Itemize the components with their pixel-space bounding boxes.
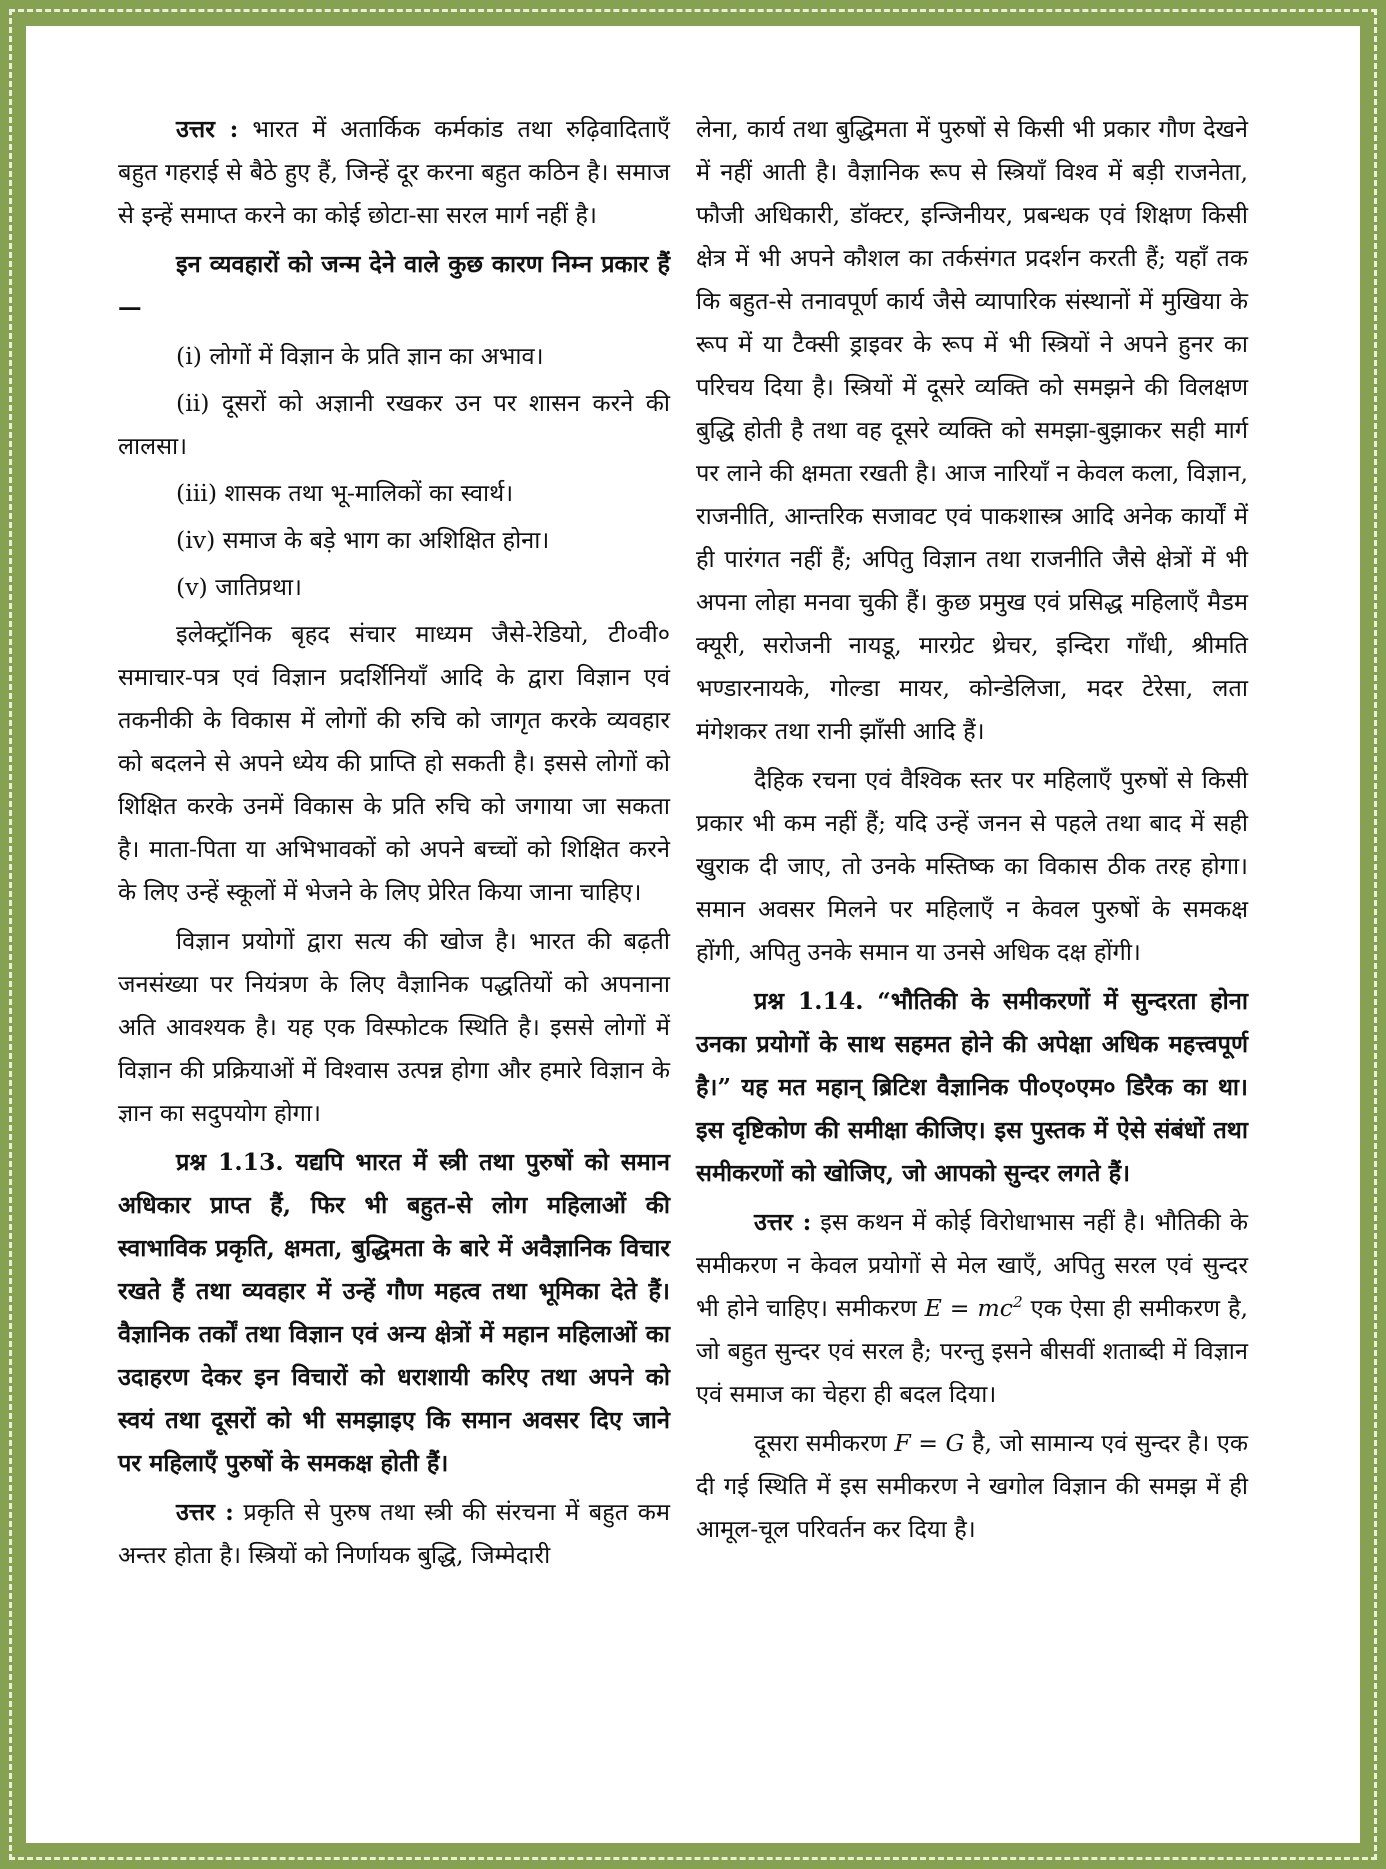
- answer-text: इस कथन में कोई विरोधाभास नहीं है। भौतिकी के समीकरण न केवल प्रयोगों से मेल खाएँ, अपितु सरल एवं सुन्दर भी होने चाहिए। समीकरण: [696, 1208, 1248, 1322]
- equation-text: E = mc: [924, 1294, 1013, 1322]
- question-1-14: प्रश्न 1.14. “भौतिकी के समीकरणों में सुन्दरता होना उनका प्रयोगों के साथ सहमत होने की अपेक्षा अधिक महत्त्वपूर्ण है।” यह मत महान् ब्रिटिश वैज्ञानिक पी०ए०एम० डिरैक का था। इस दृष्टिकोण की समीक्षा कीजिए। इस पुस्तक में ऐसे संबंधों तथा समीकरणों को खोजिए, जो आपको सुन्दर लगते हैं।: [696, 987, 1248, 1187]
- equation-emc2: [925, 1294, 1023, 1322]
- answer-1-14: [696, 1201, 1248, 1416]
- list-item: (ii) दूसरों को अज्ञानी रखकर उन पर शासन करने की लालसा।: [118, 389, 670, 460]
- answer-1-13: [118, 1491, 670, 1577]
- paragraph-women-abilities: लेना, कार्य तथा बुद्धिमता में पुरुषों से किसी भी प्रकार गौण देखने में नहीं आती है। वैज्ञानिक रूप से स्त्रियाँ विश्व में बड़ी राजनेता, फौजी अधिकारी, डॉक्टर, इन्जिनीयर, प्रबन्धक एवं शिक्षण किसी क्षेत्र में भी अपने कौशल का तर्कसंगत प्रदर्शन करती हैं; यहाँ तक कि बहुत-से तनावपूर्ण कार्य जैसे व्यापारिक संस्थानों में मुखिया के रूप में या टैक्सी ड्राइवर के रूप में भी स्त्रियों ने अपने हुनर का परिचय दिया है। स्त्रियों में दूसरे व्यक्ति को समझने की विलक्षण बुद्धि होती है तथा वह दूसरे व्यक्ति को समझा-बुझाकर सही मार्ग पर लाने की क्षमता रखती है। आज नारियाँ न केवल कला, विज्ञान, राजनीति, आन्तरिक सजावट एवं पाकशास्त्र आदि अनेक कार्यों में ही पारंगत नहीं हैं; अपितु विज्ञान तथा राजनीति जैसे क्षेत्रों में भी अपना लोहा मनवा चुकी हैं। कुछ प्रमुख एवं प्रसिद्ध महिलाएँ मैडम क्यूरी, सरोजनी नायडू, मारग्रेट थ्रेचर, इन्दिरा गाँधी, श्रीमति भण्डारनायके, गोल्डा मायर, कोन्डेलिजा, मदर टेरेसा, लता मंगेशकर तथा रानी झाँसी आदि हैं।: [696, 115, 1248, 745]
- paragraph-equal-opportunity: दैहिक रचना एवं वैश्विक स्तर पर महिलाएँ पुरुषों से किसी प्रकार भी कम नहीं हैं; यदि उन्हें जनन से पहले तथा बाद में सही खुराक दी जाए, तो उनके मस्तिष्क का विकास ठीक तरह होगा। समान अवसर मिलने पर महिलाएँ न केवल पुरुषों के समकक्ष होंगी, अपितु उनके समान या उनसे अधिक दक्ष होंगी।: [696, 766, 1248, 966]
- answer-text-cont: एक ऐसा ही समीकरण है, जो बहुत सुन्दर एवं सरल है; परन्तु इसने बीसवीं शताब्दी में विज्ञान एवं समाज का चेहरा ही बदल दिया।: [696, 1294, 1249, 1408]
- left-column: [118, 108, 670, 1583]
- answer-text: प्रकृति से पुरुष तथा स्त्री की संरचना में बहुत कम अन्तर होता है। स्त्रियों को निर्णायक बुद्धि, जिम्मेदारी: [118, 1498, 670, 1569]
- text-columns: [118, 108, 1284, 1768]
- answer-text: भारत में अतार्किक कर्मकांड तथा रुढ़िवादिताएँ बहुत गहराई से बैठे हुए हैं, जिन्हें दूर करना बहुत कठिन है। समाज से इन्हें समाप्त करने का कोई छोटा-सा सरल मार्ग नहीं है।: [118, 115, 670, 229]
- right-column: [696, 108, 1248, 1557]
- answer-label: उत्तर :: [176, 1498, 234, 1526]
- reasons-intro: इन व्यवहारों को जन्म देने वाले कुछ कारण निम्न प्रकार हैं—: [118, 250, 670, 321]
- paragraph-text-cont: है, जो सामान्य एवं सुन्दर है। एक दी गई स्थिति में इस समीकरण ने खगोल विज्ञान की समझ में ही आमूल-चूल परिवर्तन कर दिया है।: [696, 1429, 1248, 1543]
- answer-paragraph-1: [118, 108, 670, 237]
- list-item: (iii) शासक तथा भू-मालिकों का स्वार्थ।: [176, 479, 514, 507]
- paragraph-science-truth: विज्ञान प्रयोगों द्वारा सत्य की खोज है। भारत की बढ़ती जनसंख्या पर नियंत्रण के लिए वैज्ञानिक पद्धतियों को अपनाना अति आवश्यक है। यह एक विस्फोटक स्थिति है। इससे लोगों में विज्ञान की प्रक्रियाओं में विश्वास उत्पन्न होगा और हमारे विज्ञान के ज्ञान का सदुपयोग होगा।: [118, 927, 670, 1127]
- question-1-13: प्रश्न 1.13. यद्यपि भारत में स्त्री तथा पुरुषों को समान अधिकार प्राप्त हैं, फिर भी बहुत-से लोग महिलाओं की स्वाभाविक प्रकृति, क्षमता, बुद्धिमता के बारे में अवैज्ञानिक विचार रखते हैं तथा व्यवहार में उन्हें गौण महत्व तथा भूमिका देते हैं। वैज्ञानिक तर्कों तथा विज्ञान एवं अन्य क्षेत्रों में महान महिलाओं का उदाहरण देकर इन विचारों को धराशायी करिए तथा अपने को स्वयं तथा दूसरों को भी समझाइए कि समान अवसर दिए जाने पर महिलाएँ पुरुषों के समकक्ष होती हैं।: [118, 1148, 670, 1477]
- paragraph-second-equation: [696, 1422, 1248, 1551]
- answer-label: उत्तर :: [754, 1208, 812, 1236]
- equation-exponent: 2: [1012, 1293, 1023, 1312]
- list-item: (i) लोगों में विज्ञान के प्रति ज्ञान का अभाव।: [176, 342, 544, 370]
- equation-f-g: F = G: [894, 1429, 965, 1457]
- answer-label: उत्तर :: [176, 115, 239, 143]
- list-item: (iv) समाज के बड़े भाग का अशिक्षित होना।: [176, 526, 550, 554]
- list-item: (v) जातिप्रथा।: [176, 573, 302, 601]
- paragraph-text: दूसरा समीकरण: [754, 1429, 895, 1457]
- paragraph-media: इलेक्ट्रॉनिक बृहद संचार माध्यम जैसे-रेडियो, टी०वी० समाचार-पत्र एवं विज्ञान प्रदर्शिनियाँ आदि के द्वारा विज्ञान एवं तकनीकी के विकास में लोगों की रुचि को जागृत करके व्यवहार को बदलने से अपने ध्येय की प्राप्ति हो सकती है। इससे लोगों को शिक्षित करके उनमें विकास के प्रति रुचि को जगाया जा सकता है। माता-पिता या अभिभावकों को अपने बच्चों को शिक्षित करने के लिए उन्हें स्कूलों में भेजने के लिए प्रेरित किया जाना चाहिए।: [118, 620, 670, 906]
